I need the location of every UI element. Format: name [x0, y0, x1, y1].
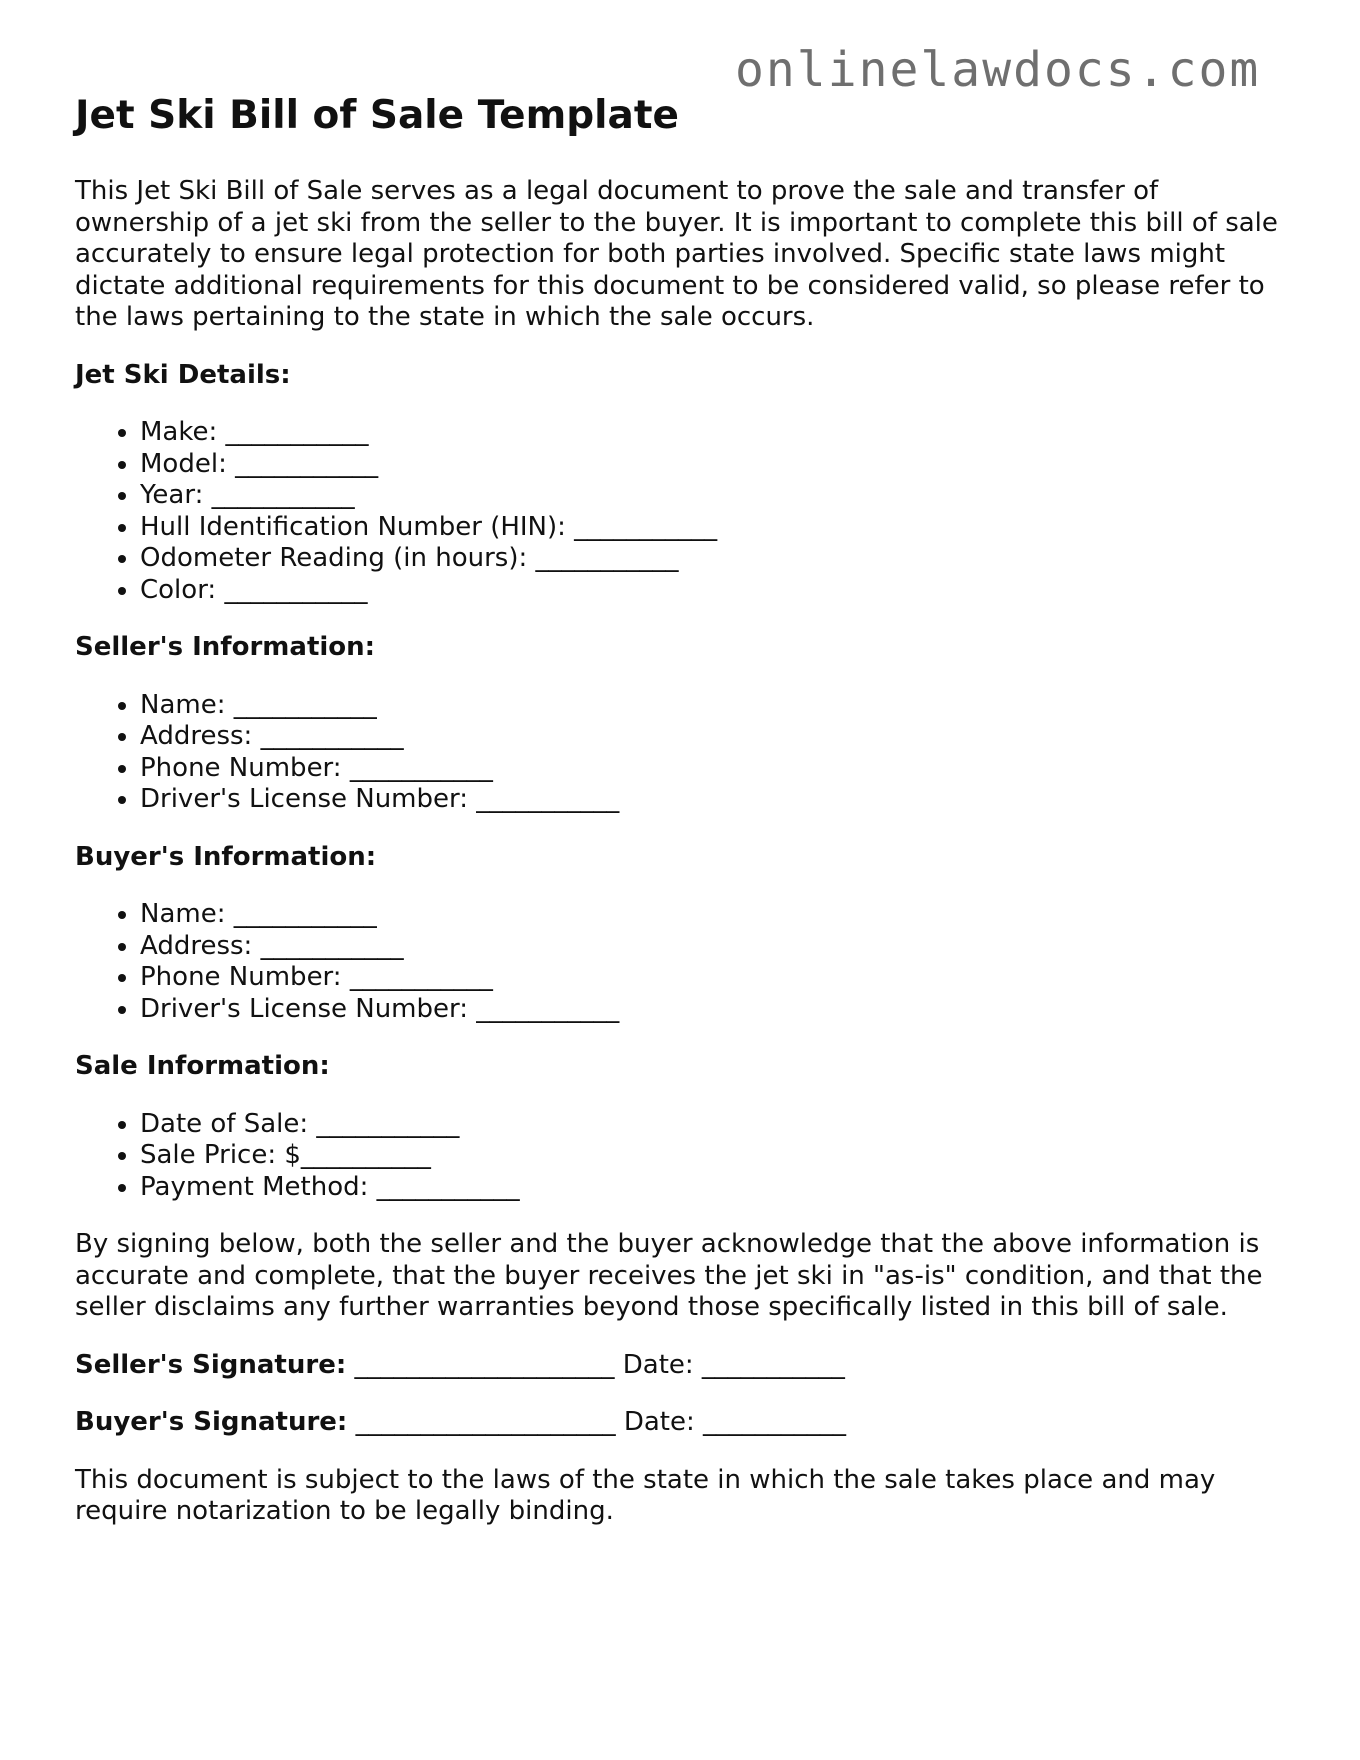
payment-method-field: • Payment Method: ___________	[140, 1172, 1285, 1204]
seller-phone-field: • Phone Number: ___________	[140, 753, 1285, 785]
seller-info-list	[75, 690, 1285, 816]
acknowledgment-paragraph: By signing below, both the seller and the buyer acknowledge that the above information is accurate and complete, that the buyer receives the jet ski in "as-is" condition, and that the seller disclaims any further warranties beyond those specifically listed in this bill of sale.	[75, 1229, 1263, 1322]
closing-paragraph: This document is subject to the laws of the state in which the sale takes place and may require notarization to be legally binding.	[75, 1464, 1216, 1526]
jet-ski-details-heading: Jet Ski Details:	[75, 359, 291, 390]
field-color: • Color: ___________	[140, 575, 1285, 607]
seller-info-heading: Seller's Information:	[75, 632, 376, 662]
sale-price-field: • Sale Price: $__________	[140, 1140, 1285, 1172]
field-model: • Model: ___________	[140, 449, 1285, 481]
field-year: • Year: ___________	[140, 480, 1285, 512]
buyer-info-list	[75, 899, 1285, 1025]
buyer-name-field: • Name: ___________	[140, 899, 1285, 931]
buyer-signature-line	[75, 1407, 1285, 1439]
page-title: Jet Ski Bill of Sale Template	[75, 93, 679, 138]
seller-license-field: • Driver's License Number: ___________	[140, 784, 1285, 816]
document-page	[75, 92, 1285, 1554]
field-make: • Make: ___________	[140, 417, 1285, 449]
jet-ski-details-list	[75, 417, 1285, 606]
buyer-signature-label: Buyer's Signature:	[75, 1407, 348, 1437]
buyer-info-heading: Buyer's Information:	[75, 841, 377, 872]
seller-name-field: • Name: ___________	[140, 690, 1285, 722]
seller-address-field: • Address: ___________	[140, 721, 1285, 753]
watermark: onlinelawdocs.com	[735, 42, 1261, 98]
buyer-license-field: • Driver's License Number: ___________	[140, 994, 1285, 1026]
sale-info-heading: Sale Information:	[75, 1051, 330, 1081]
seller-signature-blanks: ____________________ Date: ___________	[346, 1349, 845, 1380]
sale-date-field: • Date of Sale: ___________	[140, 1109, 1285, 1141]
seller-signature-label: Seller's Signature:	[75, 1349, 347, 1380]
field-odometer: • Odometer Reading (in hours): ___________	[140, 543, 1285, 575]
sale-info-list	[75, 1109, 1285, 1204]
seller-signature-line	[75, 1350, 1285, 1382]
buyer-phone-field: • Phone Number: ___________	[140, 962, 1285, 994]
buyer-address-field: • Address: ___________	[140, 931, 1285, 963]
field-hin: • Hull Identification Number (HIN): ___________	[140, 512, 1285, 544]
buyer-signature-blanks: ____________________ Date: ___________	[347, 1407, 847, 1437]
intro-paragraph: This Jet Ski Bill of Sale serves as a legal document to prove the sale and transfer of ownership of a jet ski from the seller to the buyer. It is important to complete this bill of sale accurately to ensure legal protection for both parties involved. Specific state laws might dictate additional requirements for this document to be considered valid, so please refer to the laws pertaining to the state in which the sale occurs.	[75, 176, 1278, 332]
